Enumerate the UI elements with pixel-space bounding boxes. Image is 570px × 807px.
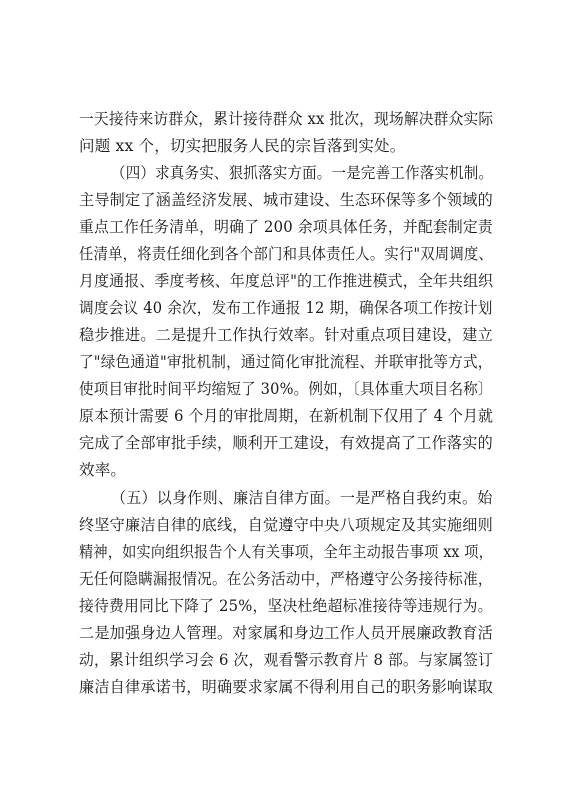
paragraph-line: 重点工作任务清单，明确了 200 余项具体任务，并配套制定责 [79,218,493,236]
paragraph-line: 问题 xx 个，切实把服务人民的宗旨落到实处。 [79,137,406,155]
section-heading-line: （五）以身作则、廉洁自律方面。一是严格自我约束。始 [111,489,493,507]
paragraph-line: 二是加强身边人管理。对家属和身边工作人员开展廉政教育活 [79,624,493,642]
paragraph-line: 效率。 [79,461,127,479]
paragraph-line: 稳步推进。二是提升工作执行效率。针对重点项目建设，建立 [79,326,493,344]
paragraph-line: 接待费用同比下降了 25%，坚决杜绝超标准接待等违规行为。 [79,597,493,615]
paragraph-line: 任清单，将责任细化到各个部门和具体责任人。实行"双周调度、 [79,245,493,263]
paragraph-line: 一天接待来访群众，累计接待群众 xx 批次，现场解决群众实际 [79,110,494,128]
paragraph-line: 精神，如实向组织报告个人有关事项，全年主动报告事项 xx 项， [79,543,494,561]
paragraph-line: 主导制定了涵盖经济发展、城市建设、生态环保等多个领域的 [79,191,493,209]
paragraph-line: 了"绿色通道"审批机制，通过简化审批流程、并联审批等方式， [79,353,493,371]
paragraph-line: 使项目审批时间平均缩短了 30%。例如，〔具体重大项目名称〕 [79,380,493,398]
paragraph-line: 完成了全部审批手续，顺利开工建设，有效提高了工作落实的 [79,434,493,452]
paragraph-line: 终坚守廉洁自律的底线，自觉遵守中央八项规定及其实施细则 [79,516,493,534]
paragraph-line: 动，累计组织学习会 6 次，观看警示教育片 8 部。与家属签订 [79,651,494,669]
paragraph-line: 无任何隐瞒漏报情况。在公务活动中，严格遵守公务接待标准， [79,570,493,588]
paragraph-line: 月度通报、季度考核、年度总评"的工作推进模式，全年共组织 [79,272,494,290]
paragraph-line: 原本预计需要 6 个月的审批周期，在新机制下仅用了 4 个月就 [79,407,494,425]
paragraph-line: 廉洁自律承诺书，明确要求家属不得利用自己的职务影响谋取 [79,678,493,696]
paragraph-line: 调度会议 40 余次，发布工作通报 12 期，确保各项工作按计划 [79,299,493,317]
section-heading-line: （四）求真务实、狠抓落实方面。一是完善工作落实机制。 [111,164,494,182]
